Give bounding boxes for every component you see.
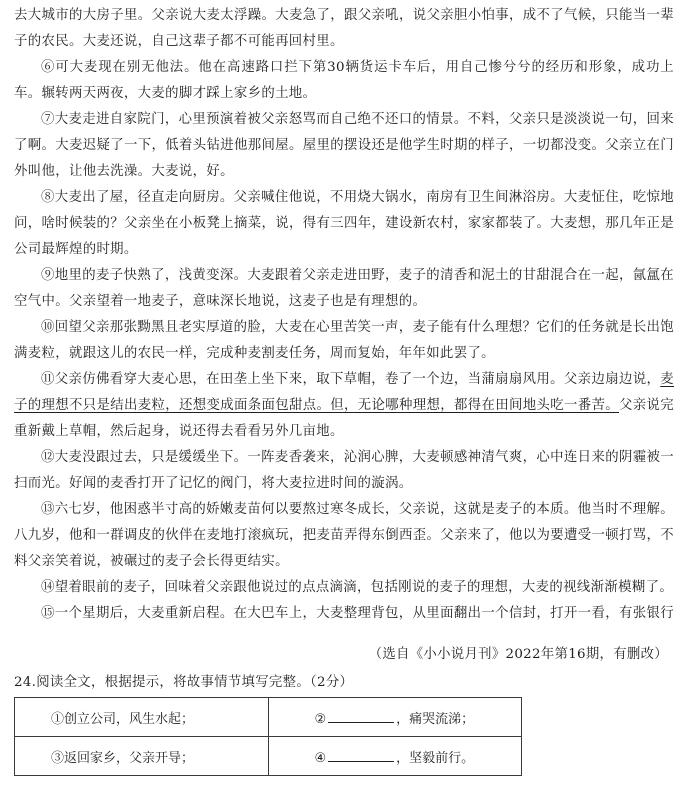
plot-cell-1-text: ①创立公司，风生水起； bbox=[51, 711, 195, 727]
paragraph-8: ⑧大麦出了屋，径直走向厨房。父亲喊住他说，不用烧大锅水，南房有卫生间淋浴房。大麦怔住，吃惊地问，啥时候装的？父亲坐在小板凳上摘菜，说，得有三四年，建设新农村，家家都装了。大麦想，那几年正是公司最辉煌的时期。 bbox=[14, 190, 674, 257]
paragraph-14: ⑭望着眼前的麦子，回味着父亲跟他说过的点点滴滴，包括刚说的麦子的理想，大麦的视线渐渐模糊了。 bbox=[41, 580, 674, 595]
paragraph-6: ⑥可大麦现在别无他法。他在高速路口拦下第30辆货运卡车后，用自己惨兮兮的经历和形象，成功上车。辗转两天两夜，大麦的脚才踩上家乡的土地。 bbox=[14, 60, 674, 101]
plot-cell-2-num: ② bbox=[314, 711, 327, 727]
question-24: 24.阅读全文，根据提示，将故事情节填写完整。（2分） bbox=[14, 675, 354, 690]
plot-cell-3 bbox=[15, 737, 269, 776]
paragraph-15: ⑮一个星期后，大麦重新启程。在大巴车上，大麦整理背包，从里面翻出一个信封，打开一看，有张银行 bbox=[41, 606, 674, 621]
source-citation: （选自《小小说月刊》2022年第16期，有删改） bbox=[368, 647, 668, 662]
paragraph-11 bbox=[14, 367, 674, 445]
plot-cell-4 bbox=[268, 737, 522, 776]
plot-cell-4-num: ④ bbox=[314, 750, 327, 766]
paragraph-11-tail: 父亲说完重新戴上草帽，然后起身，说还得去看看另外几亩地。 bbox=[14, 397, 674, 439]
paragraph-11-lead: ⑪父亲仿佛看穿大麦心思，在田垄上坐下来，取下草帽，卷了一个边，当蒲扇扇风用。父亲边扇边说， bbox=[41, 372, 661, 387]
plot-cell-1 bbox=[15, 698, 269, 737]
plot-cell-2-suffix: ，痛哭流涕； bbox=[396, 711, 475, 727]
paragraph-10: ⑩回望父亲那张黝黑且老实厚道的脸，大麦在心里苦笑一声，麦子能有什么理想？它们的任务就是长出饱满麦粒，就跟这儿的农民一样，完成种麦割麦任务，周而复始，年年如此罢了。 bbox=[14, 320, 674, 361]
paragraph-7: ⑦大麦走进自家院门，心里预演着被父亲怒骂而自己绝不还口的情景。不料，父亲只是淡淡说一句，回来了啊。大麦迟疑了一下，低着头钻进他那间屋。屋里的摆设还是他学生时期的样子，一切都没变。父亲立在门外叫他，让他去洗澡。大麦说，好。 bbox=[14, 112, 674, 179]
plot-cell-4-suffix: ，坚毅前行。 bbox=[396, 750, 475, 766]
underlined-sentence: 麦子的理想不只是结出麦粒，还想变成面条面包甜点。但，无论哪种理想，都得在田间地头吃一番苦。 bbox=[14, 372, 674, 413]
table-row bbox=[15, 737, 522, 776]
table-row bbox=[15, 698, 522, 737]
paragraph-9: ⑨地里的麦子快熟了，浅黄变深。大麦跟着父亲走进田野，麦子的清香和泥土的甘甜混合在一起，氤氲在空气中。父亲望着一地麦子，意味深长地说，这麦子也是有理想的。 bbox=[14, 268, 674, 309]
paragraph-continued: 去大城市的大房子里。父亲说大麦太浮躁。大麦急了，跟父亲吼，说父亲胆小怕事，成不了气候，只能当一辈子的农民。大麦还说，自己这辈子都不可能再回村里。 bbox=[14, 8, 674, 49]
answer-blank-4[interactable] bbox=[328, 749, 394, 762]
plot-table bbox=[14, 697, 522, 776]
plot-cell-2 bbox=[268, 698, 522, 737]
paragraph-12: ⑫大麦没跟过去，只是缓缓坐下。一阵麦香袭来，沁润心脾，大麦顿感神清气爽，心中连日来的阴霾被一扫而光。好闻的麦香打开了记忆的阀门，将大麦拉进时间的漩涡。 bbox=[14, 450, 674, 491]
answer-blank-2[interactable] bbox=[328, 710, 394, 723]
paragraph-13: ⑬六七岁，他困惑半寸高的娇嫩麦苗何以要熬过寒冬成长，父亲说，这就是麦子的本质。他当时不理解。八九岁，他和一群调皮的伙伴在麦地打滚疯玩，把麦苗弄得东倒西歪。父亲来了，他以为要遭受一顿打骂，不料父亲笑着说，被碾过的麦子会长得更结实。 bbox=[14, 502, 674, 569]
plot-cell-3-text: ③返回家乡，父亲开导； bbox=[51, 750, 195, 766]
